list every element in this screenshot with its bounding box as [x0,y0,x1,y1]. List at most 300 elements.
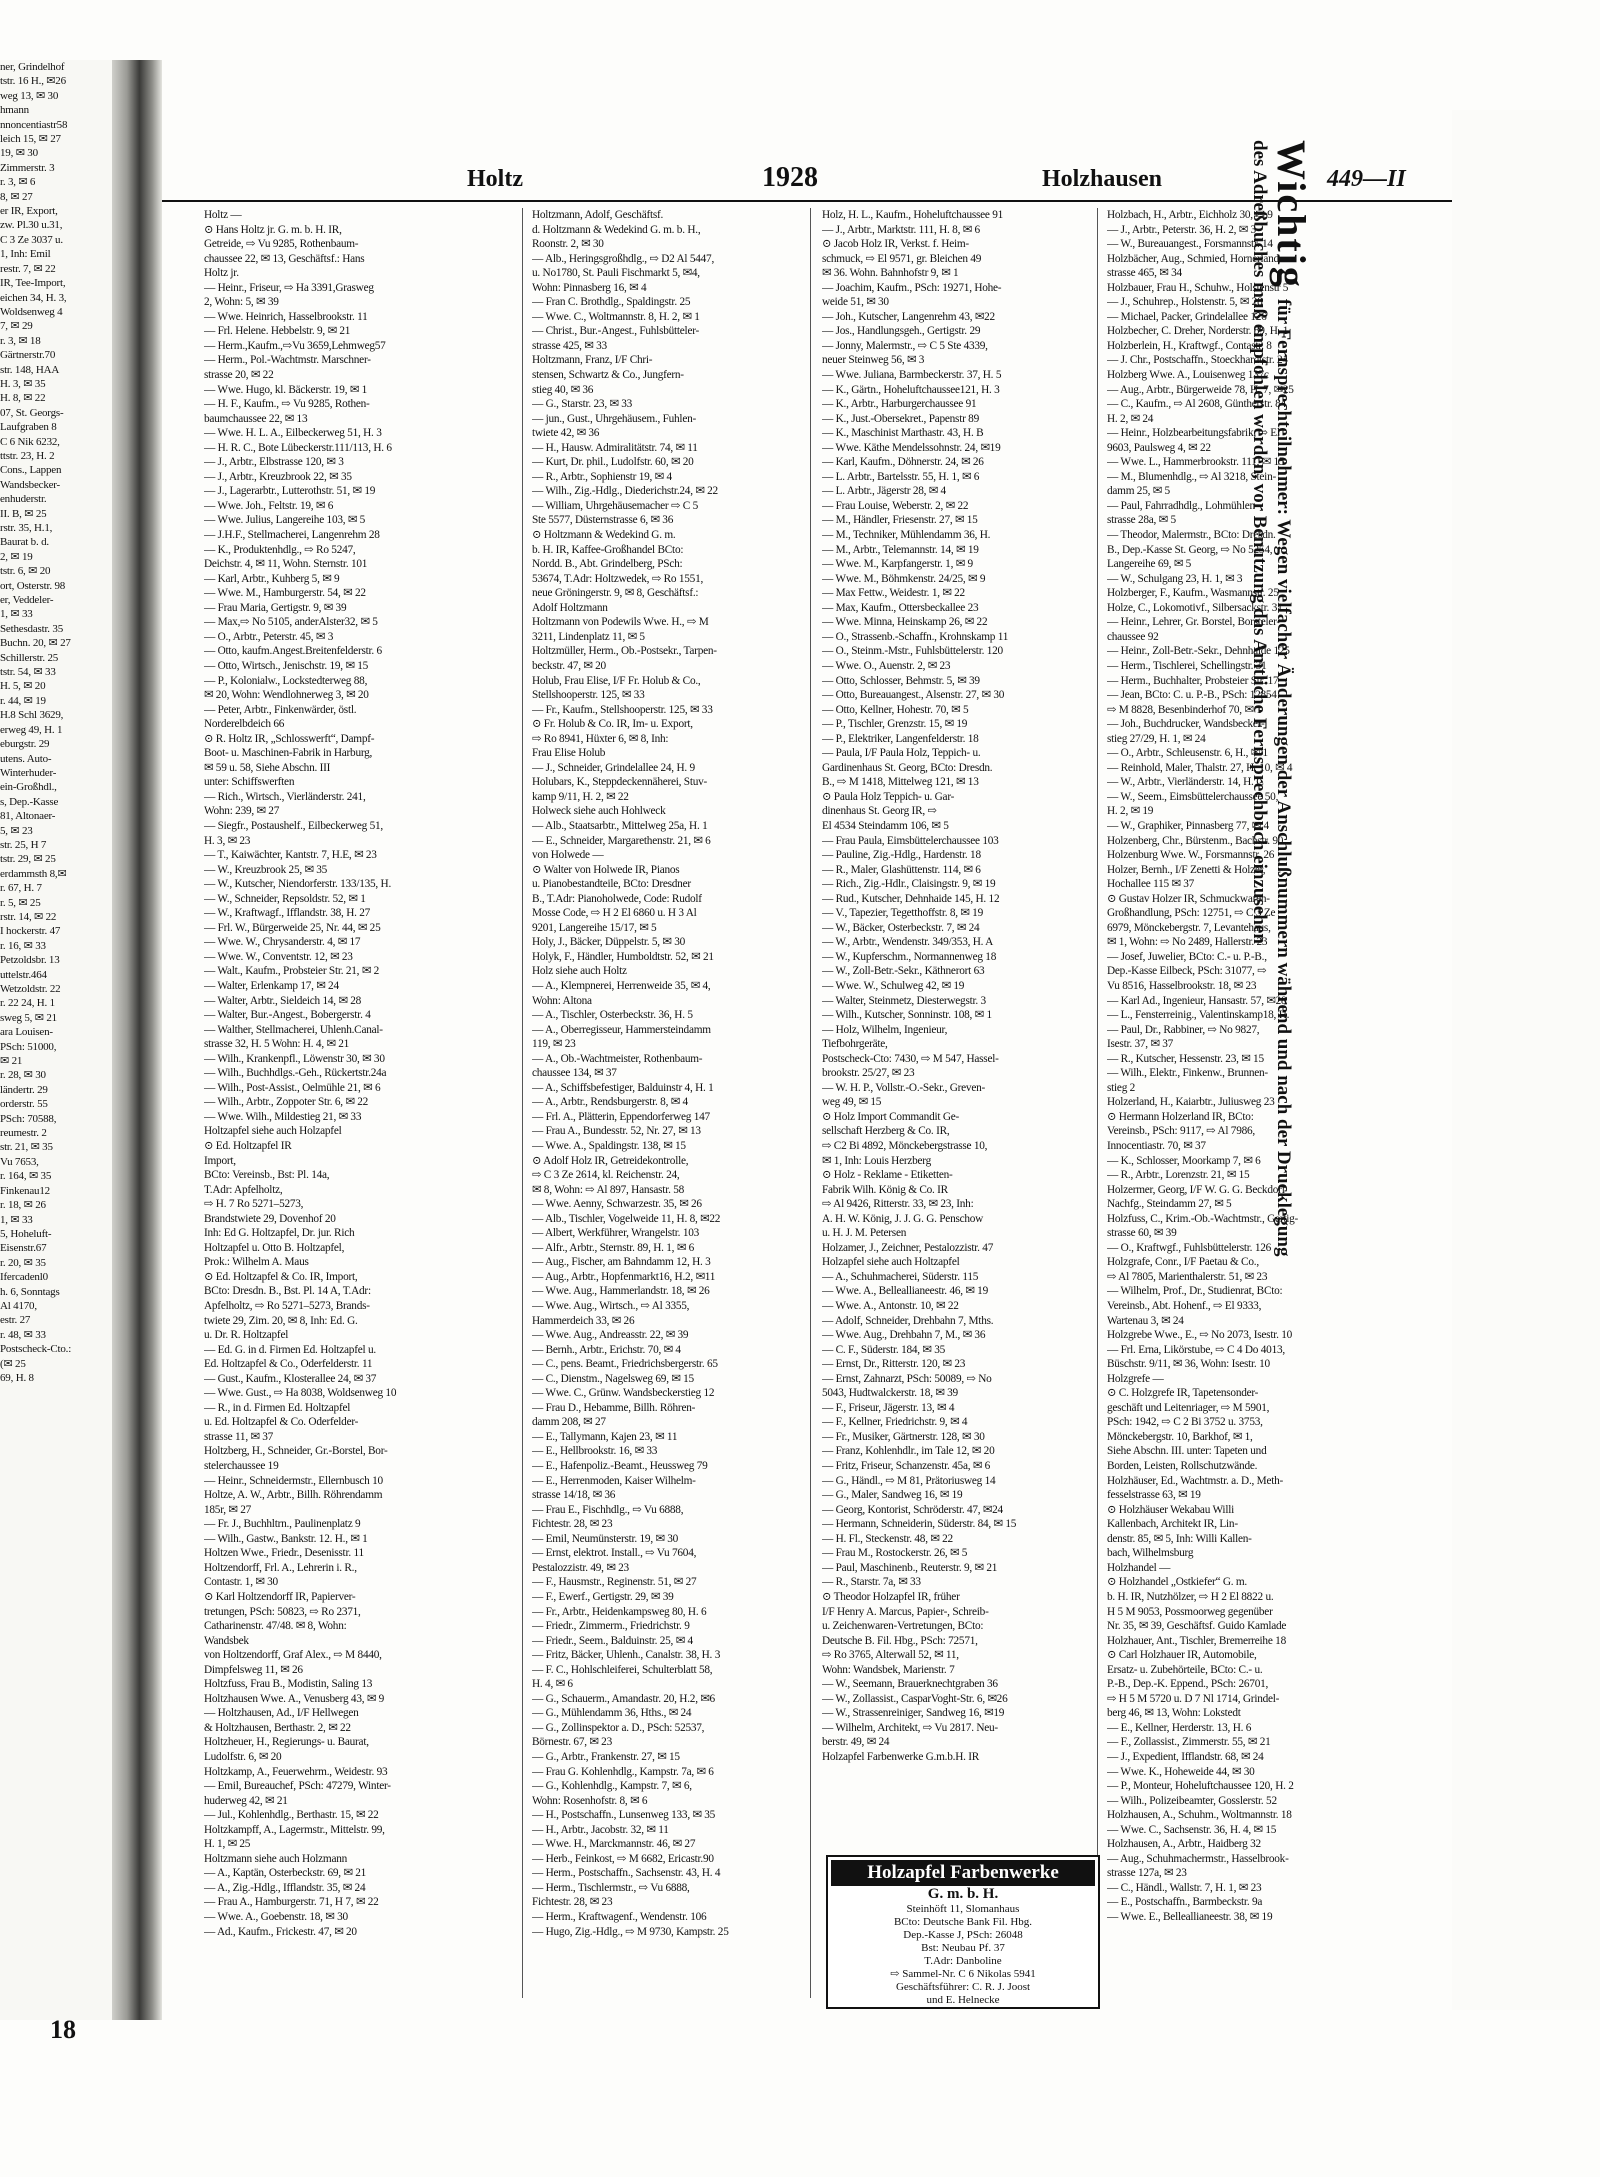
directory-entry-line: Vereinsb., Abt. Hohenf., ⇨ El 9333, [1107,1300,1262,1313]
directory-entry-line: Dimpfelsweg 11, ✉ 26 [204,1663,303,1676]
directory-entry-line: — K., Maschinist Marthastr. 43, H. B [822,427,984,440]
directory-entry-line: bach, Wilhelmsburg [1107,1547,1194,1560]
directory-entry-line: — Frau G. Kohlenhdlg., Kampstr. 7a, ✉ 6 [532,1765,714,1778]
directory-entry-line: weg 49, ✉ 15 [822,1096,882,1109]
directory-entry-line: berstr. 49, ✉ 24 [822,1736,890,1749]
directory-entry-line: r. 3, ✉ 6 [0,176,36,189]
directory-entry-line: — H. F., Kaufm., ⇨ Vu 9285, Rothen- [204,398,370,411]
directory-entry-line: — Emil, Neumünsterstr. 19, ✉ 30 [532,1532,679,1545]
directory-entry-line: 19, ✉ 30 [0,147,38,160]
directory-entry-line: PSch: 1942, ⇨ C 2 Bi 3752 u. 3753, [1107,1416,1263,1429]
directory-entry-line: — Paul, Dr., Rabbiner, ⇨ No 9827, [1107,1023,1260,1036]
directory-entry-line: ✉ 21 [0,1055,23,1068]
directory-entry-line: El 4534 Steindamm 106, ✉ 5 [822,819,949,832]
directory-entry-line: Fichtestr. 28, ✉ 23 [532,1518,613,1531]
directory-entry-line: — O., Arbtr., Peterstr. 45, ✉ 3 [204,630,334,643]
directory-entry-line: Holtzen Wwe., Friedr., Desenisstr. 11 [204,1547,364,1560]
directory-entry-line: — Max,⇨ No 5105, anderAlster32, ✉ 5 [204,616,378,629]
directory-entry-line: er IR, Export, [0,205,58,218]
directory-entry-line: — Albert, Werkführer, Wrangelstr. 103 [532,1227,700,1240]
directory-entry-line: — E., Kellner, Herderstr. 13, H. 6 [1107,1721,1252,1734]
directory-entry-line: — M., Techniker, Mühlendamm 36, H. [822,529,991,542]
directory-entry-line: rstr. 35, H.1, [0,522,53,534]
directory-entry-line: — W., Seemann, Brauerknechtgraben 36 [822,1678,998,1691]
directory-entry-line: Hammerdeich 33, ✉ 26 [532,1314,635,1327]
directory-entry-line: — Wwe. L., Hammerbrookstr. 111, ✉ 15 [1107,456,1285,469]
directory-entry-line: Holub, Frau Elise, I/F Fr. Holub & Co., [532,674,701,687]
directory-entry-line: eburgstr. 29 [0,738,50,751]
directory-entry-line: Holtzmann siehe auch Holzmann [204,1852,348,1865]
directory-entry-line: r. 5, ✉ 25 [0,896,41,909]
directory-entry-line: ✉ 59 u. 58, Siehe Abschn. III [204,761,331,774]
directory-entry-line: — M., Blumenhdlg., ⇨ Al 3218, Stein- [1107,470,1276,483]
directory-entry-line: von Holtzendorff, Graf Alex., ⇨ M 8440, [204,1649,382,1662]
directory-entry-line: damm 208, ✉ 27 [532,1416,606,1429]
directory-entry-line: — William, Uhrgehäusemacher ⇨ C 5 [532,499,698,512]
directory-entry-line: r. 67, H. 7 [0,882,42,895]
directory-entry-line: — Alb., Staatsarbtr., Mittelweg 25a, H. 1 [532,819,708,832]
notice-line-2: des Adreßbuches muß empfohlen werden, vor Benutzung das Amtliche Fernsprechbuch einzusehen [1249,140,1270,944]
directory-entry-line: ⇨ Ro 8941, Hüxter 6, ✉ 8, Inh: [532,732,669,745]
directory-entry-line: — Wilh., Post-Assist., Oelmühle 21, ✉ 6 [204,1081,381,1094]
directory-entry-line: berg 46, ✉ 13, Wohn: Lokstedt [1107,1707,1241,1720]
directory-entry-line: — G., Zollinspektor a. D., PSch: 52537, [532,1721,705,1734]
directory-entry-line: 07, St. Georgs- [0,406,64,419]
directory-entry-line: — Bernh., Arbtr., Erichstr. 70, ✉ 4 [532,1343,681,1356]
directory-entry-line: Frau Elise Holub [532,747,606,760]
directory-entry-line: 1, Inh: Emil [0,248,51,261]
directory-entry-line: — Wwe. C., Grünw. Wandsbeckerstieg 12 [532,1387,715,1400]
directory-entry-line: ⊙ Hans Holtz jr. G. m. b. H. IR, [204,223,342,236]
directory-entry-line: 2, ✉ 19 [0,550,33,563]
directory-entry-line: — Friedr., Zimmerm., Friedrichstr. 9 [532,1620,690,1633]
directory-entry-line: r. 44, ✉ 19 [0,694,46,707]
directory-entry-line: — Aug., Schuhmachermstr., Hasselbrook- [1107,1852,1289,1865]
directory-entry-line: Laufgraben 8 [0,421,57,434]
directory-entry-line: — G., Kohlenhdlg., Kampstr. 7, ✉ 6, [532,1780,692,1793]
directory-entry-line: Großhandlung, PSch: 12751, ⇨ C 3 Ze [1107,907,1276,920]
directory-entry-line: fesselstrasse 63, ✉ 19 [1107,1489,1201,1502]
directory-entry-line: — Jonny, Malermstr., ⇨ C 5 Ste 4339, [822,339,988,352]
directory-entry-line: Wandsbek [204,1634,249,1647]
directory-entry-line: Siehe Abschn. III. unter: Tapeten und [1107,1445,1267,1458]
header-last-name: Holzhausen [1042,166,1163,192]
directory-entry-line: r. 20, ✉ 35 [0,1256,46,1269]
directory-entry-line: — jun., Gust., Uhrgehäusem., Fuhlen- [532,412,696,425]
directory-entry-line: T.Adr: Apfelholtz, [204,1183,283,1196]
directory-entry-line: strasse 28a, ✉ 5 [1107,514,1176,527]
directory-entry-line: u. Zeichenwaren-Vertretungen, BCto: [822,1620,984,1633]
directory-entry-line: Holweck siehe auch Hohlweck [532,805,666,818]
directory-entry-line: — Walter, Bur.-Angest., Bobergerstr. 4 [204,1009,371,1022]
directory-entry-line: — A., Kaptän, Osterbeckstr. 69, ✉ 21 [204,1867,367,1880]
directory-entry-line: H. 3, ✉ 35 [0,377,46,390]
directory-entry-line: — Rich., Wirtsch., Vierländerstr. 241, [204,790,366,803]
directory-entry-line: — W. H. P., Vollstr.-O.-Sekr., Greven- [822,1081,985,1094]
directory-entry-line: strasse 20, ✉ 22 [204,369,274,382]
directory-entry-line: weg 13, ✉ 30 [0,89,59,102]
directory-entry-line: ⊙ Walter von Holwede IR, Pianos [532,863,680,876]
directory-entry-line: — Wwe. Juliana, Barmbeckerstr. 37, H. 5 [822,369,1002,382]
directory-entry-line: — Otto, Kellner, Hohestr. 70, ✉ 5 [822,703,969,716]
directory-entry-line: — Otto, Bureauangest., Alsenstr. 27, ✉ 30 [822,689,1005,702]
directory-entry-line: Sethesdastr. 35 [0,622,63,635]
directory-entry-line: — Frau Louise, Weberstr. 2, ✉ 22 [822,499,969,512]
directory-entry-line: Wohn: Rosenhofstr. 8, ✉ 6 [532,1794,648,1807]
directory-entry-line: Holzapfel siehe auch Holtzapfel [822,1256,960,1269]
directory-entry-line: — K., Gärtn., Hoheluftchaussee121, H. 3 [822,383,1000,396]
directory-entry-line: Cons., Lappen [0,464,62,477]
directory-entry-line: str. 21, ✉ 35 [0,1141,53,1154]
directory-entry-line: — M., Arbtr., Telemannstr. 14, ✉ 19 [822,543,979,556]
directory-entry-line: r. 48, ✉ 33 [0,1328,46,1341]
directory-entry-line: Börnestr. 67, ✉ 23 [532,1736,612,1749]
directory-entry-line: enhuderstr. [0,493,47,506]
directory-entry-line: — Hermann, Schneiderin, Süderstr. 84, ✉ 15 [822,1518,1017,1531]
directory-entry-line: H 5 M 9053, Possmoorweg gegenüber [1107,1605,1273,1618]
book-gutter [112,60,162,2020]
directory-entry-line: Holzfuss, C., Krim.-Ob.-Wachtmstr., Gertig- [1107,1212,1299,1225]
directory-entry-line: Finkenau12 [0,1184,50,1197]
directory-entry-line: — Wwe. K., Hoheweide 44, ✉ 30 [1107,1765,1255,1778]
directory-entry-line: — Wilh., Kutscher, Sonninstr. 108, ✉ 1 [822,1009,992,1022]
directory-entry-line: — Herm., Postschaffn., Sachsenstr. 43, H. 4 [532,1867,721,1880]
directory-entry-line: — Ed. G. in d. Firmen Ed. Holtzapfel u. [204,1343,376,1356]
directory-entry-line: — O., Kraftwgf., Fuhlsbüttelerstr. 126 [1107,1241,1272,1254]
directory-entry-line: — Wwe. Joh., Feltstr. 19, ✉ 6 [204,499,334,512]
directory-entry-line: Nr. 35, ✉ 39, Geschäftsf. Guido Kamlade [1107,1620,1287,1633]
directory-entry-line: reumestr. 2 [0,1127,47,1140]
directory-entry-line: tretungen, PSch: 50823, ⇨ Ro 2371, [204,1605,361,1618]
directory-entry-line: — Reinhold, Maler, Thalstr. 27, H. 10, ✉ 4 [1107,761,1293,774]
directory-entry-line: Stellshooperstr. 125, ✉ 33 [532,689,645,702]
directory-entry-line: Buchn. 20, ✉ 27 [0,637,71,650]
directory-entry-line: BCto: Dresdn. B., Bst. Pl. 14 A, T.Adr: [204,1285,371,1298]
directory-entry-line: strasse 465, ✉ 34 [1107,267,1182,280]
directory-entry-line: II. B, ✉ 25 [0,507,47,520]
directory-entry-line: ⊙ Hermann Holzerland IR, BCto: [1107,1110,1254,1123]
directory-entry-line: unter: Schiffswerften [204,776,295,789]
directory-entry-line: Holzgrefe — [1107,1372,1164,1385]
directory-entry-line: — P., Kolonialw., Lockstedterweg 88, [204,674,368,687]
directory-entry-line: ⊙ Karl Holtzendorff IR, Papierver- [204,1590,356,1603]
directory-entry-line: leich 15, ✉ 27 [0,133,61,146]
directory-entry-line: tstr. 6, ✉ 20 [0,565,51,578]
directory-entry-line: utens. Auto- [0,752,52,765]
directory-entry-line: — Wwe. Aenny, Schwarzestr. 35, ✉ 26 [532,1198,702,1211]
directory-entry-line: & Holtzhausen, Berthastr. 2, ✉ 22 [204,1721,351,1734]
directory-entry-line: — R., in d. Firmen Ed. Holtzapfel [204,1401,351,1414]
directory-entry-line: restr. 7, ✉ 22 [0,262,56,275]
directory-entry-line: Holtz — [204,209,242,221]
directory-entry-line: 3211, Lindenplatz 11, ✉ 5 [532,630,645,643]
directory-entry-line: — Paula, I/F Paula Holz, Teppich- u. [822,747,981,760]
directory-entry-line: stieg 27/29, H. 1, ✉ 24 [1107,732,1206,745]
directory-entry-line: — W., Kreuzbrook 25, ✉ 35 [204,863,328,876]
directory-entry-line: — Joh., Buchdrucker, Wandsbecker- [1107,718,1265,731]
directory-entry-line: Brandstwiete 29, Dovenhof 20 [204,1212,336,1225]
directory-entry-line: Holze, C., Lokomotivf., Silbersackstr. 31 [1107,601,1283,614]
directory-entry-line: — Rich., Zig.-Hdlr., Claisingstr. 9, ✉ 19 [822,878,996,891]
directory-entry-line: orderstr. 55 [0,1098,48,1111]
directory-entry-line: — Wilh., Elektr., Finkenw., Brunnen- [1107,1067,1268,1080]
directory-entry-line: — C. F., Süderstr. 184, ✉ 35 [822,1343,946,1356]
directory-entry-line: ⊙ Paula Holz Teppich- u. Gar- [822,790,955,803]
directory-entry-line: Holzberlein, H., Kraftwgf., Contastr. 8 [1107,339,1272,352]
directory-entry-line: Holtzberg, H., Schneider, Gr.-Borstel, Bor- [204,1445,388,1458]
directory-entry-line: — Ernst, Zahnarzt, PSch: 50089, ⇨ No [822,1372,992,1385]
directory-column-1 [204,208,524,2008]
directory-entry-line: — E., Herrenmoden, Kaiser Wilhelm- [532,1474,696,1487]
directory-entry-line: — Michael, Packer, Grindelallee 126 [1107,310,1267,323]
directory-entry-line: — Gust., Kaufm., Klosterallee 24, ✉ 37 [204,1372,377,1385]
directory-entry-line: — E., Tallymann, Kajen 23, ✉ 11 [532,1430,678,1443]
directory-entry-line: 5043, Hudtwalckerstr. 18, ✉ 39 [822,1387,958,1400]
directory-entry-line: — Max, Kaufm., Ottersbeckallee 23 [822,601,979,614]
directory-entry-line: Holzbach, H., Arbtr., Eichholz 30, ✉ 9 [1107,209,1273,221]
directory-entry-line: PSch: 51000, [0,1040,57,1053]
directory-entry-line: — Wwe. Aug., Wirtsch., ⇨ Al 3355, [532,1300,690,1313]
directory-entry-line: — Wwe. Wilh., Mildestieg 21, ✉ 33 [204,1110,362,1123]
directory-entry-line: sellschaft Herzberg & Co. IR, [822,1125,950,1138]
directory-entry-line: Holzberg Wwe. A., Louisenweg 137c [1107,369,1269,382]
directory-entry-line: b. H. IR, Kaffee-Großhandel BCto: [532,543,684,556]
directory-entry-line: erdammsth 8,✉ [0,867,67,880]
directory-entry-line: Holz, H. L., Kaufm., Hoheluftchaussee 91 [822,209,1004,221]
directory-entry-line: Wetzoldstr. 22 [0,983,61,995]
directory-entry-line: tstr. 16 H., ✉26 [0,75,66,88]
directory-entry-line: ⊙ Holz Import Commandit Ge- [822,1110,959,1123]
directory-entry-line: — J., Arbtr., Kreuzbrook 22, ✉ 35 [204,470,352,483]
directory-entry-line: kamp 9/11, H. 2, ✉ 22 [532,790,629,803]
directory-entry-line: Büschstr. 9/11, ✉ 36, Wohn: Isestr. 10 [1107,1358,1270,1371]
directory-entry-line: — Heinr., Friseur, ⇨ Ha 3391,Grasweg [204,281,374,294]
directory-entry-line: — Alb., Tischler, Vogelweide 11, H. 8, ✉22 [532,1212,721,1225]
directory-entry-line: — Wwe. H., Marckmannstr. 46, ✉ 27 [532,1838,696,1851]
directory-entry-line: Holtze, A. W., Arbtr., Billh. Röhrendamm [204,1489,383,1502]
directory-entry-line: — Wilhelm, Prof., Dr., Studienrat, BCto: [1107,1285,1283,1298]
directory-entry-line: 7, ✉ 29 [0,320,33,333]
directory-entry-line: — A., Arbtr., Rendsburgerstr. 8, ✉ 4 [532,1096,688,1109]
directory-entry-line: — K., Arbtr., Harburgerchaussee 91 [822,398,977,411]
directory-entry-line: Kallenbach, Architekt IR, Lin- [1107,1518,1238,1531]
directory-entry-line: — J., Arbtr., Marktstr. 111, H. 8, ✉ 6 [822,223,980,236]
directory-entry-line: — Frau Maria, Gertigstr. 9, ✉ 39 [204,601,347,614]
directory-entry-line: — P., Tischler, Grenzstr. 15, ✉ 19 [822,718,968,731]
directory-entry-line: chaussee 134, ✉ 37 [532,1067,617,1080]
directory-entry-line: H.8 Schl 3629, [0,709,64,722]
directory-entry-line: — J. Chr., Postschaffn., Stoeckhardtstr. 24 [1107,354,1288,367]
directory-entry-line: Holzbauer, Frau H., Schuhw., Holstenstr 5 [1107,281,1289,294]
directory-entry-line: — Hugo, Zig.-Hdlg., ⇨ M 9730, Kampstr. 25 [532,1925,729,1938]
directory-entry-line: — Frl. A., Plätterin, Eppendorferweg 147 [532,1110,710,1123]
directory-entry-line: estr. 27 [0,1314,31,1327]
directory-entry-line: Holy, J., Bäcker, Düppelstr. 5, ✉ 30 [532,936,686,949]
directory-entry-line: — C., Händl., Wallstr. 7, H. 1, ✉ 23 [1107,1881,1262,1894]
directory-entry-line: — Paul, Maschinenb., Reuterstr. 9, ✉ 21 [822,1561,998,1574]
directory-entry-line: (✉ 25 [0,1357,26,1370]
directory-column-2 [532,208,852,2008]
directory-entry-line: ⇨ C2 Bi 4892, Mönckebergstrasse 10, [822,1140,988,1152]
directory-entry-line: — Frl. Erna, Likörstube, ⇨ C 4 Do 4013, [1107,1343,1285,1356]
ad-line: Bst: Neubau Pf. 37 [921,1942,1005,1954]
directory-entry-line: Langereihe 69, ✉ 5 [1107,558,1192,571]
directory-entry-line: PSch: 70588, [0,1112,57,1125]
directory-entry-line: ✉ 20, Wohn: Wendlohnerweg 3, ✉ 20 [204,689,369,702]
directory-entry-line: — Heinr., Schneidermstr., Ellernbusch 10 [204,1474,383,1487]
directory-entry-line: — G., Händl., ⇨ M 81, Prätoriusweg 14 [822,1474,996,1487]
directory-entry-line: — A., Oberregisseur, Hammersteindamm [532,1023,711,1036]
directory-entry-line: r. 18, ✉ 26 [0,1199,46,1212]
directory-entry-line: Petzoldsbr. 13 [0,954,60,967]
directory-entry-line: Holtz jr. [204,267,239,280]
directory-entry-line: — E., Hafenpoliz.-Beamt., Heussweg 79 [532,1460,708,1473]
directory-entry-line: Holzermer, Georg, I/F W. G. G. Beckdorf [1107,1183,1286,1196]
directory-entry-line: — Herm., Tischlermstr., ⇨ Vu 6888, [532,1881,690,1894]
directory-column-3 [822,208,1142,2008]
directory-entry-line: — K., Just.-Obersekret., Papenstr 89 [822,412,979,425]
directory-entry-line: — F., Ewerf., Gertigstr. 29, ✉ 39 [532,1590,674,1603]
directory-entry-line: strasse 32, H. 5 Wohn: H. 4, ✉ 21 [204,1038,350,1051]
directory-entry-line: — A., Schuhmacherei, Süderstr. 115 [822,1270,979,1283]
directory-entry-line: C 6 Nik 6232, [0,435,60,448]
directory-entry-line: ⊙ Ed. Holtzapfel & Co. IR, Import, [204,1270,358,1283]
directory-entry-line: Holtzmann, Franz, I/F Chri- [532,354,653,367]
directory-entry-line: — Aug., Arbtr., Hopfenmarkt16, H.2, ✉11 [532,1270,716,1283]
directory-entry-line: — Max Fettw., Weidestr. 1, ✉ 22 [822,587,965,600]
directory-entry-line: — Joachim, Kaufm., PSch: 19271, Hohe- [822,281,1002,294]
directory-entry-line: — F., Zollassist., Zimmerstr. 55, ✉ 21 [1107,1736,1271,1749]
directory-entry-line: — W., Schulgang 23, H. 1, ✉ 3 [1107,572,1243,585]
ad-line: und E. Helnecke [926,1994,1000,2006]
directory-entry-line: Nordd. B., Abt. Grindelberg, PSch: [532,558,683,571]
directory-entry-line: ⊙ Carl Holzhauer IR, Automobile, [1107,1649,1257,1662]
directory-entry-line: — Wwe. Hugo, kl. Bäckerstr. 19, ✉ 1 [204,383,368,396]
directory-entry-line: Postscheck-Cto.: [0,1343,72,1356]
directory-entry-line: — Wwe. Aug., Andreasstr. 22, ✉ 39 [532,1329,689,1342]
directory-entry-line: — Jul., Kohlenhdlg., Berthastr. 15, ✉ 22 [204,1809,379,1822]
directory-entry-line: — Wilh., Krankenpfl., Löwenstr 30, ✉ 30 [204,1052,385,1065]
directory-entry-line: — Frau Paula, Eimsbüttelerchaussee 103 [822,834,999,847]
directory-entry-line: ⊙ Holz - Reklame - Etiketten- [822,1169,953,1182]
directory-entry-line: — Aug., Fischer, am Bahndamm 12, H. 3 [532,1256,711,1269]
ad-subtitle: G. m. b. H. [927,1886,999,1902]
directory-entry-line: r. 28, ✉ 30 [0,1069,46,1082]
directory-entry-line: r. 3, ✉ 18 [0,334,41,347]
directory-entry-line: eichen 34, H. 3, [0,291,67,304]
directory-entry-line: — E., Postschaffn., Barmbeckstr. 9a [1107,1896,1263,1909]
directory-entry-line: — Wwe. A., Spaldingstr. 138, ✉ 15 [532,1140,686,1152]
directory-entry-line: r. 16, ✉ 33 [0,939,46,952]
directory-entry-line: — Emil, Bureauchef, PSch: 47279, Winter- [204,1780,391,1793]
directory-entry-line: — Wilh., Gastw., Bankstr. 12. H., ✉ 1 [204,1532,368,1545]
header-year: 1928 [762,162,818,193]
directory-entry-line: ⇨ C 3 Ze 2614, kl. Reichenstr. 24, [532,1169,680,1182]
directory-entry-line: Import, [204,1154,236,1167]
directory-entry-line: — V., Tapezier, Tegetthoffstr. 8, ✉ 19 [822,907,983,920]
directory-entry-line: — Otto, Wirtsch., Jenischstr. 19, ✉ 15 [204,659,369,672]
directory-entry-line: Gardinenhaus St. Georg, BCto: Dresdn. [822,761,993,774]
directory-entry-line: — Fr., Kaufm., Stellshooperstr. 125, ✉ 33 [532,703,713,716]
directory-entry-line: — W., Arbtr., Wendenstr. 349/353, H. A [822,936,994,949]
directory-entry-line: — F., Friseur, Jägerstr. 13, ✉ 4 [822,1401,955,1414]
directory-entry-line: Holzhausen, A., Schuhm., Woltmannstr. 18 [1107,1809,1292,1822]
directory-entry-line: Deichstr. 4, ✉ 11, Wohn. Sternstr. 101 [204,558,368,571]
directory-entry-line: — Walter, Steinmetz, Diesterwegstr. 3 [822,994,986,1007]
directory-entry-line: — Otto, Schlosser, Behmstr. 5, ✉ 39 [822,674,980,687]
directory-entry-line: — Frau A., Hamburgerstr. 71, H 7, ✉ 22 [204,1896,379,1909]
directory-entry-line: — Wilh., Arbtr., Zoppoter Str. 6, ✉ 22 [204,1096,369,1109]
directory-entry-line: 53674, T.Adr: Holtzwedek, ⇨ Ro 1551, [532,572,704,585]
directory-entry-line: chaussee 92 [1107,630,1159,643]
directory-entry-line: Gärtnerstr.70 [0,349,56,362]
directory-entry-line: — W., Seem., Eimsbüttelerchaussee 50, [1107,790,1279,803]
directory-entry-line: Postscheck-Cto: 7430, ⇨ M 547, Hassel- [822,1052,999,1065]
directory-entry-line: huderweg 42, ✉ 21 [204,1794,288,1807]
directory-entry-line: — Adolf, Schneider, Drehbahn 7, Mths. [822,1314,994,1327]
directory-entry-line: Apfelholtz, ⇨ Ro 5271–5273, Brands- [204,1300,370,1313]
directory-entry-line: 8, ✉ 27 [0,190,33,203]
right-margin [1452,110,1600,2010]
directory-entry-line: — Wwe. M., Böhmkenstr. 24/25, ✉ 9 [822,572,986,585]
directory-entry-line: 1, ✉ 33 [0,608,33,621]
directory-entry-line: Holyk, F., Händler, Humboldtstr. 52, ✉ 21 [532,950,714,963]
directory-entry-line: — M., Händler, Friesenstr. 27, ✉ 15 [822,514,978,527]
directory-entry-line: ⇨ Ro 3765, Alterwall 52, ✉ 11, [822,1649,959,1662]
directory-entry-line: Holtzmann, Adolf, Geschäftsf. [532,209,664,221]
directory-entry-line: ttstr. 23, H. 2 [0,449,55,462]
directory-entry-line: — E., Schneider, Margarethenstr. 21, ✉ 6 [532,834,711,847]
directory-entry-line: — Fr., Musiker, Gärtnerstr. 128, ✉ 30 [822,1430,985,1443]
directory-entry-line: Holtzmüller, Herm., Ob.-Postsekr., Tarpen- [532,645,717,658]
directory-entry-line: I/F Henry A. Marcus, Papier-, Schreib- [822,1605,989,1618]
directory-entry-line: — Karl, Arbtr., Kuhberg 5, ✉ 9 [204,572,340,585]
directory-entry-line: — W., Kraftwagf., Ifflandstr. 38, H. 27 [204,907,371,920]
directory-entry-line: Winterhuder- [0,766,57,779]
directory-entry-line: — W., Bureauangest., Forsmannstr. 14 [1107,238,1273,251]
directory-entry-line: — Herm., Buchhalter, Probsteier Str. 17 [1107,674,1279,687]
directory-entry-line: — Wilhelm, Architekt, ⇨ Vu 2817. Neu- [822,1721,998,1734]
directory-entry-line: zw. Pl.30 u.31, [0,219,63,232]
directory-entry-line: ein-Großhdl., [0,781,57,794]
directory-entry-line: 9201, Langereihe 15/17, ✉ 5 [532,921,657,934]
directory-entry-line: — O., Steinm.-Mstr., Fuhlsbüttelerstr. 120 [822,645,1003,658]
ad-line: Geschäftsführer: C. R. J. Joost [895,1981,1031,1993]
directory-entry-line: — Jean, BCto: C. u. P.-B., PSch: 12854 [1107,689,1277,702]
directory-entry-line: Wartenau 3, ✉ 24 [1107,1314,1184,1327]
directory-entry-line: — Heinr., Holzbearbeitungsfabrik, ⇨ El [1107,427,1280,440]
directory-entry-line: B., T.Adr: Pianoholwede, Code: Rudolf [532,892,702,905]
directory-entry-line: — Franz, Kohlenhdlr., im Tale 12, ✉ 20 [822,1445,995,1458]
directory-entry-line: 2, Wohn: 5, ✉ 39 [204,296,279,309]
directory-entry-line: — Walter, Arbtr., Sieldeich 14, ✉ 28 [204,994,362,1007]
directory-entry-line: Adolf Holtzmann [532,601,608,614]
directory-entry-line: — J., Arbtr., Peterstr. 36, H. 2, ✉ 3 [1107,223,1256,236]
directory-entry-line: Holzhäuser, Ed., Wachtmstr. a. D., Meth- [1107,1474,1284,1487]
directory-entry-line: — Fritz, Friseur, Schanzenstr. 45a, ✉ 6 [822,1460,991,1473]
directory-entry-line: — L., Fensterreinig., Valentinskamp18, H. [1107,1009,1290,1022]
directory-entry-line: — Jos., Handlungsgeh., Gertigstr. 29 [822,325,981,338]
directory-entry-line: Ste 5577, Düsternstrasse 6, ✉ 36 [532,514,674,527]
directory-entry-line: Holzenburg Wwe. W., Forsmannstr. 26 [1107,849,1275,862]
advertisement-box [826,1855,1100,2009]
directory-entry-line: Baurat b. d. [0,536,49,549]
directory-entry-line: — Wilh., Zig.-Hdlg., Diederichstr.24, ✉ 22 [532,485,718,498]
directory-entry-line: — Alfr., Arbtr., Sternstr. 89, H. 1, ✉ 6 [532,1241,695,1254]
directory-entry-line: — Georg, Kontorist, Schröderstr. 47, ✉24 [822,1503,1003,1516]
directory-entry-line: — W., Kupferschm., Normannenweg 18 [822,950,997,963]
directory-entry-line: 5, Hoheluft- [0,1227,52,1240]
